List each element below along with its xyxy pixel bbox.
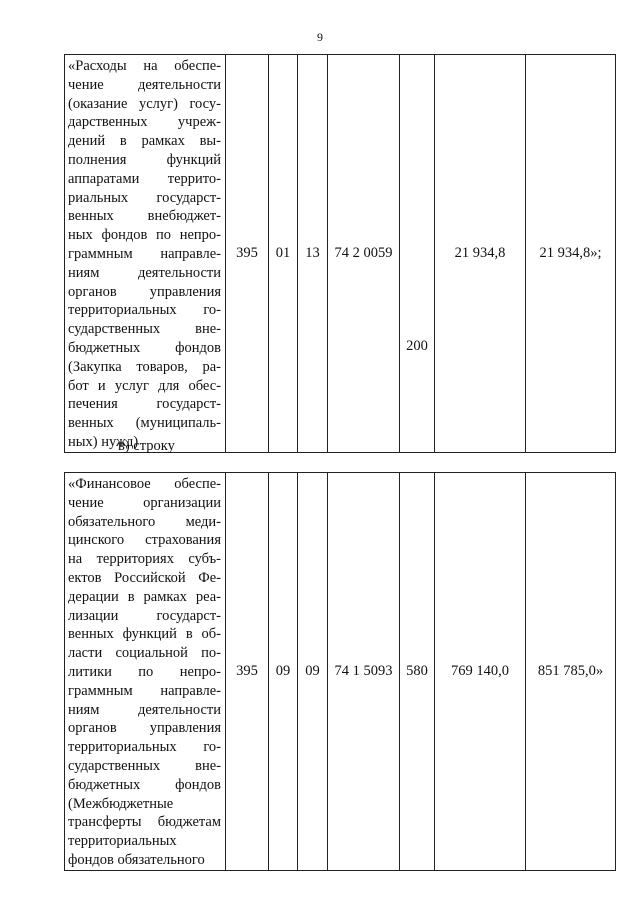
target-article-code: 74 2 0059 (328, 55, 400, 453)
amount-old: 769 140,0 (435, 473, 526, 871)
description-line: бюджетных фондов (68, 776, 221, 793)
description-line: ных фондов по непро- (68, 227, 221, 244)
section-code: 01 (269, 55, 298, 453)
description-line: дений в рамках вы- (68, 133, 221, 150)
description-line: граммным направле- (68, 245, 221, 262)
description-line: чение организации (68, 494, 221, 511)
amount-new: 21 934,8»; (526, 55, 616, 453)
budget-table-row-1 (64, 54, 616, 453)
description-line: дарственных учреж- (68, 114, 221, 131)
description-line: бюджетных фондов (68, 339, 221, 356)
description-line: венных функций в об- (68, 626, 221, 643)
table-row (65, 55, 616, 453)
description-line: печения государст- (68, 396, 221, 413)
section-code: 09 (269, 473, 298, 871)
description-line: венных внебюджет- (68, 208, 221, 225)
subsection-code: 09 (298, 473, 328, 871)
subsection-code: 13 (298, 55, 328, 453)
description-line: территориальных (68, 833, 177, 850)
description-line: полнения функций (68, 151, 221, 168)
description-line: дерации в рамках реа- (68, 588, 221, 605)
description-line: ных) нужд) (68, 433, 139, 450)
description-line: цинского страхования (68, 532, 221, 549)
description-line: риальных государст- (68, 189, 221, 206)
page-number: 9 (317, 30, 323, 44)
expense-description (65, 55, 226, 453)
description-line: ласти социальной по- (68, 645, 221, 662)
description-line: органов управления (68, 720, 221, 737)
subitem-label: в) строку (118, 438, 175, 454)
description-line: аппаратами террито- (68, 170, 221, 187)
expense-type-value: 200 (406, 337, 428, 354)
amount-new: 851 785,0» (526, 473, 616, 871)
description-line: «Финансовое обеспе- (68, 476, 221, 492)
target-article-code: 74 1 5093 (328, 473, 400, 871)
description-line: «Расходы на обеспе- (68, 58, 221, 74)
description-line: (Межбюджетные (68, 795, 174, 812)
description-line: (Закупка товаров, ра- (68, 358, 221, 375)
ministry-code: 395 (226, 473, 269, 871)
expense-type-code (400, 55, 435, 453)
description-line: (оказание услуг) госу- (68, 95, 221, 112)
description-line: ниям деятельности (68, 264, 221, 281)
description-line: обязательного меди- (68, 513, 221, 530)
expense-description (65, 473, 226, 871)
description-line: граммным направле- (68, 682, 221, 699)
description-line: литики по непро- (68, 663, 221, 680)
description-line: венных (муниципаль- (68, 415, 221, 432)
description-line: чение деятельности (68, 76, 221, 93)
description-line: ектов Российской Фе- (68, 569, 221, 586)
ministry-code: 395 (226, 55, 269, 453)
budget-table-row-2 (64, 472, 616, 871)
description-line: лизации государст- (68, 607, 221, 624)
description-line: на территориях субъ- (68, 551, 221, 568)
description-line: сударственных вне- (68, 757, 221, 774)
description-line: сударственных вне- (68, 321, 221, 338)
description-line: территориальных го- (68, 739, 221, 756)
amount-old: 21 934,8 (435, 55, 526, 453)
description-line: ниям деятельности (68, 701, 221, 718)
description-line: трансферты бюджетам (68, 814, 221, 831)
description-line: территориальных го- (68, 302, 221, 319)
description-line: фондов обязательного (68, 851, 205, 868)
description-line: бот и услуг для обес- (68, 377, 221, 394)
description-line: органов управления (68, 283, 221, 300)
table-row (65, 473, 616, 871)
expense-type-code: 580 (400, 473, 435, 871)
